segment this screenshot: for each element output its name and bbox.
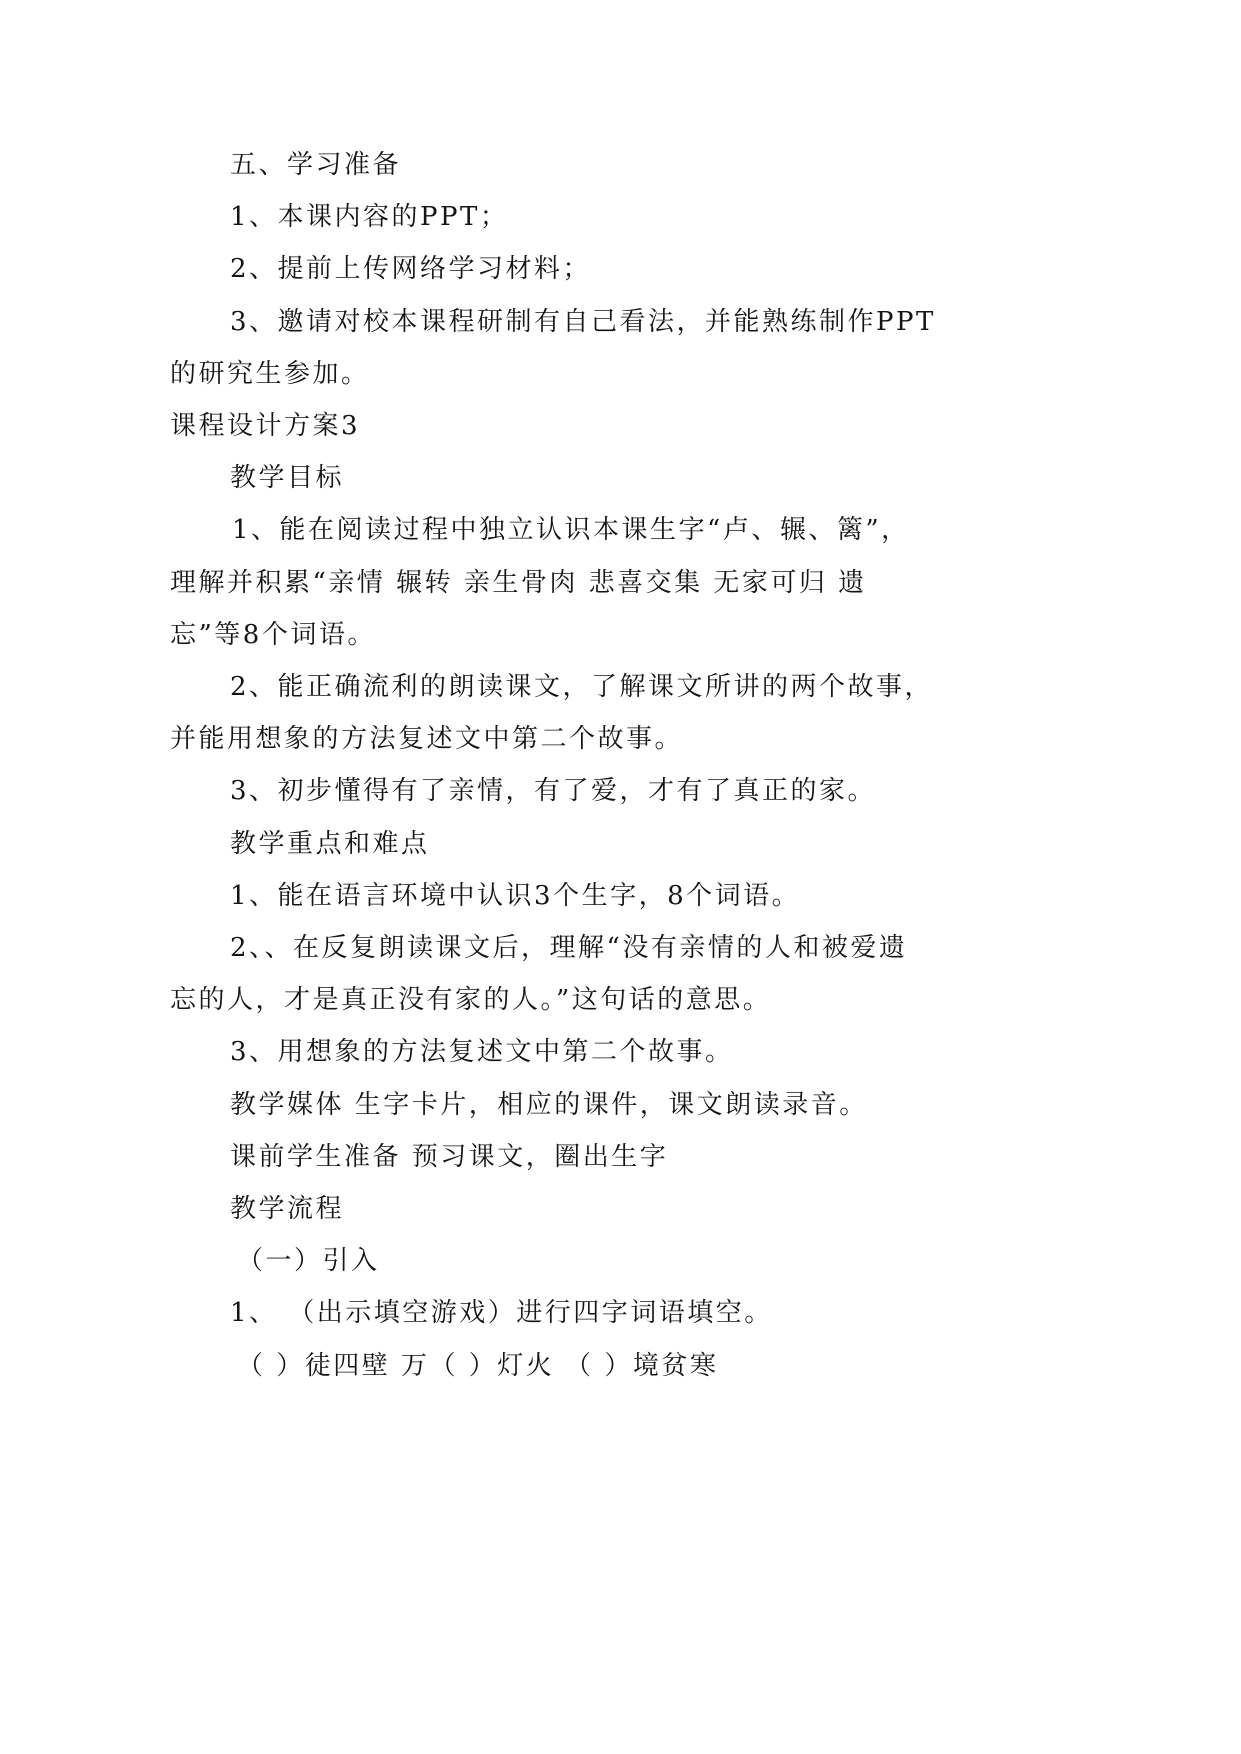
- key-point-item-3: 3、用想象的方法复述文中第二个故事。: [230, 1037, 734, 1068]
- goal-item-1-continued-2: 忘”等8个词语。: [170, 619, 376, 650]
- flow-step-intro: （一）引入: [237, 1246, 380, 1277]
- section-heading-teaching-flow: 教学流程: [230, 1194, 345, 1224]
- goal-item-2-continued: 并能用想象的方法复述文中第二个故事。: [170, 724, 684, 755]
- fill-in-exercise: （ ）徒四壁 万（ ）灯火 （ ）境贫寒: [237, 1350, 719, 1381]
- key-point-item-2: 2、、在反复朗读课文后，理解“没有亲情的人和被爱遗: [230, 933, 908, 963]
- prep-item-3: 3、邀请对校本课程研制有自己看法，并能熟练制作PPT: [230, 306, 936, 337]
- section-heading-study-prep: 五、学习准备: [230, 150, 402, 180]
- teaching-media: 教学媒体 生字卡片，相应的课件，课文朗读录音。: [230, 1089, 868, 1120]
- goal-item-1-continued: 理解并积累“亲情 辗转 亲生骨肉 悲喜交集 无家可归 遗: [170, 567, 867, 598]
- goal-item-1: 1、能在阅读过程中独立认识本课生字“卢、辗、篱”，: [232, 515, 910, 546]
- prep-item-1: 1、本课内容的PPT；: [230, 202, 509, 233]
- plan-title: 课程设计方案3: [170, 411, 361, 441]
- section-heading-teaching-goals: 教学目标: [230, 463, 345, 494]
- prep-item-2: 2、提前上传网络学习材料；: [230, 254, 592, 285]
- section-heading-key-points: 教学重点和难点: [230, 828, 430, 859]
- student-preparation: 课前学生准备 预习课文，圈出生字: [230, 1141, 669, 1172]
- key-point-item-2-continued: 忘的人，才是真正没有家的人。”这句话的意思。: [170, 985, 772, 1016]
- goal-item-3: 3、初步懂得有了亲情，有了爱，才有了真正的家。: [230, 776, 877, 807]
- goal-item-2: 2、能正确流利的朗读课文，了解课文所讲的两个故事，: [230, 672, 934, 702]
- flow-step-intro-item-1: 1、 （出示填空游戏）进行四字词语填空。: [230, 1298, 773, 1329]
- prep-item-3-continued: 的研究生参加。: [170, 358, 370, 389]
- key-point-item-1: 1、能在语言环境中认识3个生字，8个词语。: [230, 880, 801, 911]
